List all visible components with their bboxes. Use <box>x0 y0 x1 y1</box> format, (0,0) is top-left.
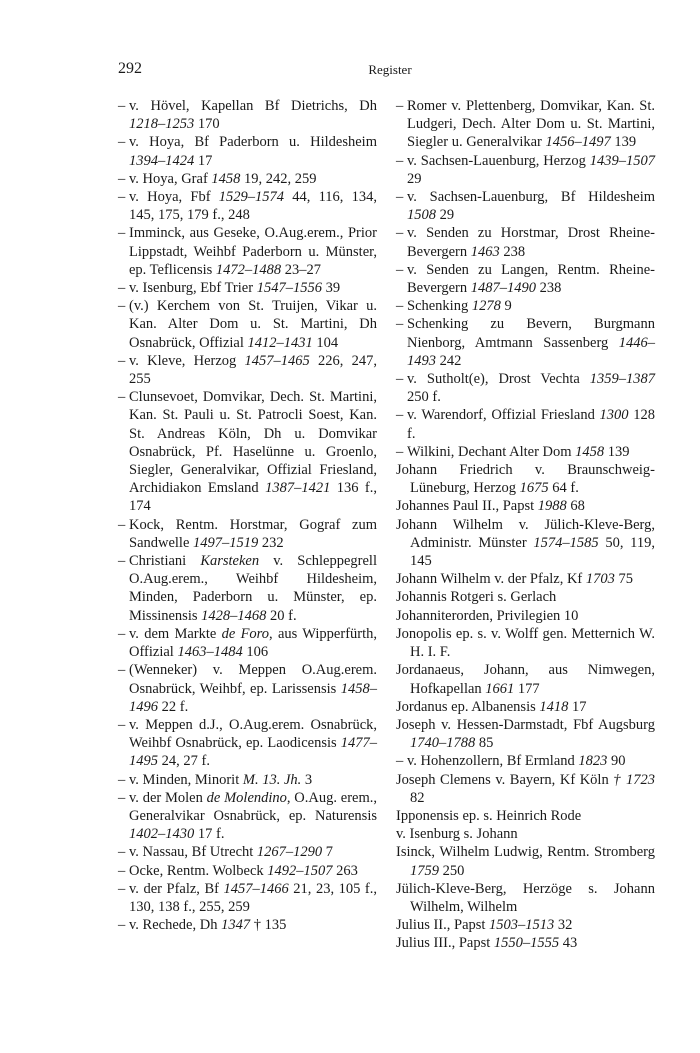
index-entry: – Clunsevoet, Domvikar, Dech. St. Martini, Kan. St. Pauli u. St. Patrocli Soest, Kan. St. Andreas Köln, Dh u. Domvikar Osnabrück, Pf. Haselünne u. Groenlo, Siegler, Generalvikar, Offizial Friesland, Archidiakon Emsland 1387–1421 136 f., 174 <box>118 388 377 515</box>
index-entry: – v. Hoya, Graf 1458 19, 242, 259 <box>118 170 377 188</box>
index-entry: Isinck, Wilhelm Ludwig, Rentm. Stromberg 1759 250 <box>396 844 655 879</box>
index-entry: Jordanaeus, Johann, aus Nimwegen, Hofkapellan 1661 177 <box>396 662 655 697</box>
index-entry: – Romer v. Plettenberg, Domvikar, Kan. St. Ludgeri, Dech. Alter Dom u. St. Martini, Siegler u. Generalvikar 1456–1497 139 <box>396 97 655 152</box>
index-entry: – v. der Molen de Molendino, O.Aug. erem., Generalvikar Osnabrück, ep. Naturensis 1402–1430 17 f. <box>118 789 377 844</box>
index-entry: – v. Nassau, Bf Utrecht 1267–1290 7 <box>118 843 377 861</box>
index-entry: Joseph v. Hessen-Darmstadt, Fbf Augsburg 1740–1788 85 <box>396 716 655 752</box>
index-entry: – v. dem Markte de Foro, aus Wipperfürth, Offizial 1463–1484 106 <box>118 625 377 661</box>
index-entry: Joseph Clemens v. Bayern, Kf Köln † 1723 82 <box>396 771 655 806</box>
index-entry: – Schenking 1278 9 <box>396 297 655 315</box>
page-number: 292 <box>118 60 142 77</box>
index-entry: v. Isenburg s. Johann <box>396 826 518 843</box>
running-head: Register <box>368 62 412 77</box>
index-entry: – v. Senden zu Langen, Rentm. Rheine-Bevergern 1487–1490 238 <box>396 261 655 297</box>
index-entry: – v. Isenburg, Ebf Trier 1547–1556 39 <box>118 279 377 297</box>
index-entry: – v. Kleve, Herzog 1457–1465 226, 247, 255 <box>118 352 377 388</box>
index-entry: Julius III., Papst 1550–1555 43 <box>396 935 578 952</box>
index-entry: – v. Hövel, Kapellan Bf Dietrichs, Dh 1218–1253 170 <box>118 97 377 133</box>
index-entry: – v. Meppen d.J., O.Aug.erem. Osnabrück, Weihbf Osnabrück, ep. Laodicensis 1477–1495 24, 27 f. <box>118 716 377 771</box>
index-entry: Johann Wilhelm v. Jülich-Kleve-Berg, Administr. Münster 1574–1585 50, 119, 145 <box>396 516 655 570</box>
index-entry: – Christiani Karsteken v. Schleppegrell O.Aug.erem., Weihbf Hildesheim, Minden, Paderborn u. Münster, ep. Missinensis 1428–1468 20 f. <box>118 552 377 625</box>
index-column-left <box>118 97 377 934</box>
index-entry: Johann Friedrich v. Braunschweig-Lüneburg, Herzog 1675 64 f. <box>396 462 655 497</box>
index-entry: – v. Rechede, Dh 1347 † 135 <box>118 916 377 934</box>
index-entry: – Schenking zu Bevern, Burgmann Nienborg, Amtmann Sassenberg 1446–1493 242 <box>396 315 655 370</box>
index-entry: – v. der Pfalz, Bf 1457–1466 21, 23, 105 f., 130, 138 f., 255, 259 <box>118 880 377 916</box>
index-entry: Johannis Rotgeri s. Gerlach <box>396 589 557 606</box>
index-entry: Johann Wilhelm v. der Pfalz, Kf 1703 75 <box>396 571 634 588</box>
index-entry: – v. Sutholt(e), Drost Vechta 1359–1387 250 f. <box>396 370 655 406</box>
index-entry: – v. Hoya, Fbf 1529–1574 44, 116, 134, 145, 175, 179 f., 248 <box>118 188 377 224</box>
index-entry: Jülich-Kleve-Berg, Herzöge s. Johann Wilhelm, Wilhelm <box>396 880 655 915</box>
index-entry: – (v.) Kerchem von St. Truijen, Vikar u. Kan. Alter Dom u. St. Martini, Dh Osnabrück, Offizial 1412–1431 104 <box>118 297 377 352</box>
index-entry: Jonopolis ep. s. v. Wolff gen. Metternich W. H. I. F. <box>396 625 655 661</box>
index-entry: Ipponensis ep. s. Heinrich Rode <box>396 807 582 824</box>
index-entry: – v. Senden zu Horstmar, Drost Rheine-Bevergern 1463 238 <box>396 224 655 260</box>
index-entry: Johannes Paul II., Papst 1988 68 <box>396 498 585 515</box>
index-entry: – v. Warendorf, Offizial Friesland 1300 128 f. <box>396 406 655 442</box>
index-entry: – v. Sachsen-Lauenburg, Herzog 1439–1507 29 <box>396 152 655 188</box>
index-entry: – (Wenneker) v. Meppen O.Aug.erem. Osnabrück, Weihbf, ep. Larissensis 1458–1496 22 f. <box>118 661 377 716</box>
index-entry: – v. Hoya, Bf Paderborn u. Hildesheim 1394–1424 17 <box>118 133 377 169</box>
index-entry: – v. Minden, Minorit M. 13. Jh. 3 <box>118 771 377 789</box>
index-entry: Johanniterorden, Privilegien 10 <box>396 607 579 624</box>
index-entry: Jordanus ep. Albanensis 1418 17 <box>396 698 587 715</box>
index-entry: Julius II., Papst 1503–1513 32 <box>396 917 573 934</box>
index-entry: – Kock, Rentm. Horstmar, Gograf zum Sandwelle 1497–1519 232 <box>118 516 377 552</box>
index-entry: – v. Sachsen-Lauenburg, Bf Hildesheim 1508 29 <box>396 188 655 224</box>
index-entry: – Ocke, Rentm. Wolbeck 1492–1507 263 <box>118 862 377 880</box>
index-column-right <box>396 97 655 953</box>
index-entry: – Imminck, aus Geseke, O.Aug.erem., Prior Lippstadt, Weihbf Paderborn u. Münster, ep. Teflicensis 1472–1488 23–27 <box>118 224 377 279</box>
index-entry: – Wilkini, Dechant Alter Dom 1458 139 <box>396 443 655 461</box>
index-entry: – v. Hohenzollern, Bf Ermland 1823 90 <box>396 752 655 770</box>
